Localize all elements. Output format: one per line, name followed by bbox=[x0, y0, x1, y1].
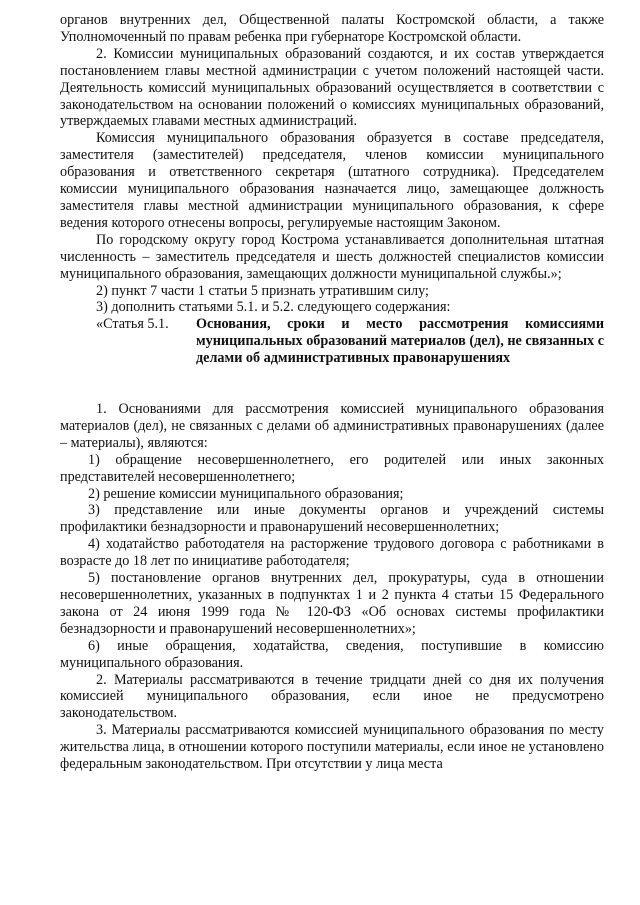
paragraph: 3. Материалы рассматриваются комиссией муниципального образования по месту жительства лица, в отношении которого поступили материалы, если иное не установлено федеральным законодательством. При отсутствии у лица места bbox=[60, 722, 604, 773]
list-item: 4) ходатайство работодателя на расторжение трудового договора с работниками в возрасте до 18 лет по инициативе работодателя; bbox=[60, 536, 604, 570]
list-item: 1) обращение несовершеннолетнего, его родителей или иных законных представителей несовершеннолетнего; bbox=[60, 451, 604, 485]
paragraph: 2. Комиссии муниципальных образований создаются, и их состав утверждается постановлением главы местной администрации с учетом положений настоящей части. Деятельность комиссий муниципальных образований осуществляется в соответствии с законодательством на основании положений о комиссиях муниципальных образований, утверждаемых главами местных администраций. bbox=[60, 45, 604, 130]
article-header bbox=[60, 316, 604, 367]
article-number: «Статья 5.1. bbox=[96, 316, 169, 333]
paragraph: 1. Основаниями для рассмотрения комиссией муниципального образования материалов (дел), не связанных с делами об административных правонарушениях (далее – материалы), являются: bbox=[60, 401, 604, 451]
list-item: 2) решение комиссии муниципального образования; bbox=[88, 485, 404, 502]
list-item: 3) дополнить статьями 5.1. и 5.2. следующего содержания: bbox=[96, 299, 451, 316]
list-item: 3) представление или иные документы органов и учреждений системы профилактики безнадзорности и правонарушений несовершеннолетних; bbox=[60, 502, 604, 536]
list-item: 6) иные обращения, ходатайства, сведения, поступившие в комиссию муниципального образования. bbox=[60, 637, 604, 671]
document-page bbox=[60, 12, 604, 773]
list-item: 2) пункт 7 части 1 статьи 5 признать утратившим силу; bbox=[96, 282, 429, 299]
paragraph: 2. Материалы рассматриваются в течение тридцати дней со дня их получения комиссией муниципального образования, если иное не предусмотрено законодательством. bbox=[60, 671, 604, 722]
paragraph: Комиссия муниципального образования образуется в составе председателя, заместителя (заместителей) председателя, членов комиссии муниципального образования и ответственного секретаря (штатного сотрудника). Председателем комиссии муниципального образования назначается лицо, замещающее должность заместителя главы местной администрации муниципального образования, к сфере ведения которого отнесены вопросы, регулируемые настоящим Законом. bbox=[60, 130, 604, 231]
list-item: 5) постановление органов внутренних дел, прокуратуры, суда в отношении несовершеннолетних, указанных в подпунктах 1 и 2 пункта 4 статьи 15 Федерального закона от 24 июня 1999 года № 120-ФЗ «Об основах системы профилактики безнадзорности и правонарушений несовершеннолетних»; bbox=[60, 570, 604, 637]
spacer bbox=[60, 367, 604, 401]
paragraph: органов внутренних дел, Общественной палаты Костромской области, а также Уполномоченный по правам ребенка при губернаторе Костромской области. bbox=[60, 12, 604, 45]
paragraph: По городскому округу город Кострома устанавливается дополнительная штатная численность – заместитель председателя и шесть должностей специалистов комиссии муниципального образования, замещающих должности муниципальной службы.»; bbox=[60, 231, 604, 282]
article-title: Основания, сроки и место рассмотрения комиссиями муниципальных образований материалов (дел), не связанных с делами об административных правонарушениях bbox=[196, 316, 604, 367]
